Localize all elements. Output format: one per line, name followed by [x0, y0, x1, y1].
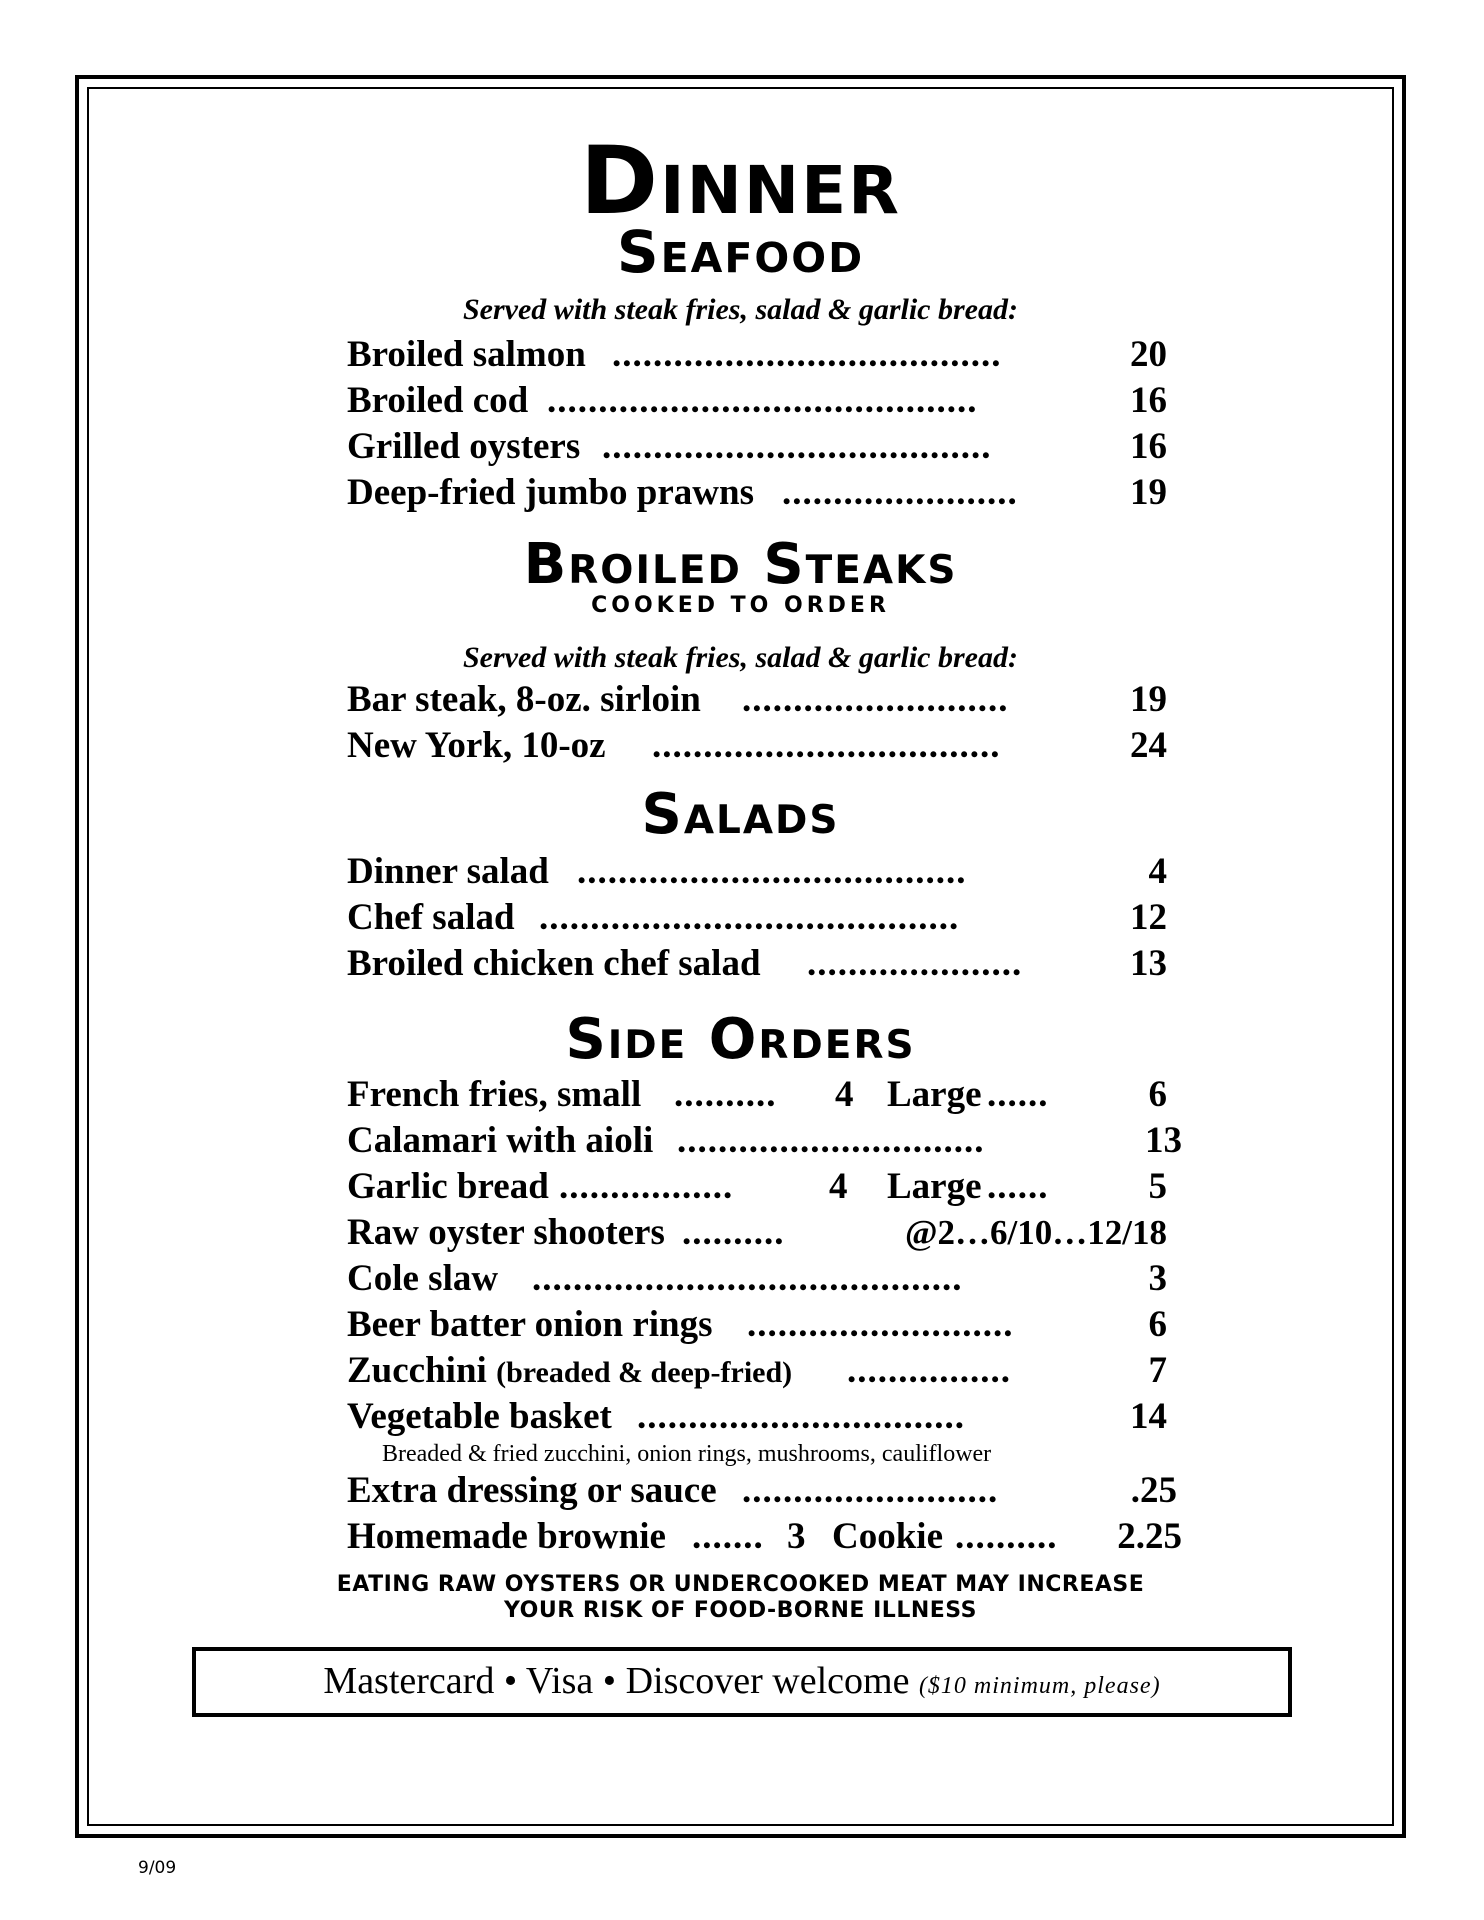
- item-price: 3: [1148, 1258, 1167, 1299]
- menu-item: [347, 941, 1167, 987]
- leader-dots: ......: [987, 1166, 1049, 1207]
- menu-item: [347, 1394, 1167, 1440]
- item-name: Garlic bread: [347, 1166, 549, 1207]
- payment-text: Mastercard • Visa • Discover welcome: [323, 1660, 910, 1702]
- item-price: 7: [1148, 1350, 1167, 1391]
- leader-dots: ..........................: [742, 679, 1009, 720]
- brownie-price: 3: [787, 1516, 806, 1557]
- warning-line-1: EATING RAW OYSTERS OR UNDERCOOKED MEAT MAY INCREASE: [336, 1572, 1145, 1597]
- item-price: 19: [1130, 679, 1167, 720]
- menu-item: [347, 470, 1167, 516]
- item-price: 12: [1130, 897, 1167, 938]
- steaks-list: [347, 677, 1167, 769]
- steaks-subheading: COOKED TO ORDER: [591, 593, 890, 618]
- leader-dots: ................................: [637, 1396, 965, 1437]
- leader-dots: ..........................: [747, 1304, 1014, 1345]
- leader-dots: ..........................................: [547, 380, 978, 421]
- health-warning: [87, 1572, 1394, 1624]
- leader-dots: ......................................: [612, 334, 1002, 375]
- menu-item: [347, 1256, 1167, 1302]
- warning-line-2: YOUR RISK OF FOOD-BORNE ILLNESS: [504, 1598, 977, 1623]
- menu-item: [347, 677, 1167, 723]
- menu-item: [347, 1514, 1182, 1560]
- item-price: @2…6/10…12/18: [904, 1213, 1167, 1252]
- item-price: 16: [1130, 426, 1167, 467]
- seafood-note: Served with steak fries, salad & garlic bread:: [463, 293, 1018, 326]
- leader-dots: .................: [559, 1166, 734, 1207]
- item-name: [347, 1348, 792, 1396]
- leader-dots: .........................................: [539, 897, 960, 938]
- leader-dots: ......................................: [602, 426, 992, 467]
- revision-date: 9/09: [138, 1858, 177, 1878]
- leader-dots: .......: [692, 1516, 764, 1557]
- menu-item: [347, 424, 1167, 470]
- item-name: Bar steak, 8-oz. sirloin: [347, 679, 701, 720]
- menu-title: Dinner: [580, 127, 901, 236]
- item-price: 19: [1130, 472, 1167, 513]
- item-price: 20: [1130, 334, 1167, 375]
- cookie-price: 2.25: [1117, 1516, 1182, 1557]
- item-name: Homemade brownie: [347, 1516, 666, 1557]
- section-heading-side-orders: Side Orders: [565, 1007, 916, 1072]
- item-name: Extra dressing or sauce: [347, 1470, 717, 1511]
- section-heading-steaks: Broiled Steaks: [523, 532, 958, 597]
- item-name: Grilled oysters: [347, 426, 581, 467]
- item-price-small: 4: [829, 1166, 848, 1207]
- item-name: Calamari with aioli: [347, 1120, 654, 1161]
- menu-item: [347, 723, 1167, 769]
- item-name: Deep-fried jumbo prawns: [347, 472, 754, 513]
- item-name: New York, 10-oz: [347, 725, 606, 766]
- large-label: Large: [887, 1074, 982, 1115]
- item-price-small: 4: [835, 1074, 854, 1115]
- menu-item: [347, 332, 1167, 378]
- item-price-large: 5: [1148, 1166, 1167, 1207]
- leader-dots: .......................: [782, 472, 1018, 513]
- leader-dots: ..........: [955, 1516, 1058, 1557]
- leader-dots: ..........................................: [532, 1258, 963, 1299]
- item-name: Raw oyster shooters: [347, 1212, 665, 1253]
- leader-dots: ..........: [682, 1212, 785, 1253]
- item-name: Vegetable basket: [347, 1396, 612, 1437]
- large-label: Large: [887, 1166, 982, 1207]
- leader-dots: ..................................: [652, 725, 1001, 766]
- menu-item: [347, 895, 1167, 941]
- item-name: Broiled cod: [347, 380, 529, 421]
- leader-dots: ................: [847, 1350, 1011, 1391]
- menu-item: [347, 1072, 1167, 1118]
- item-price: 24: [1130, 725, 1167, 766]
- leader-dots: ......: [987, 1074, 1049, 1115]
- leader-dots: ..............................: [677, 1120, 985, 1161]
- menu-item: [347, 1210, 1167, 1256]
- menu-item: [347, 1468, 1177, 1514]
- leader-dots: ..........: [674, 1074, 777, 1115]
- item-name: Cole slaw: [347, 1258, 499, 1299]
- menu-item: [347, 1302, 1167, 1348]
- item-price: 13: [1145, 1120, 1182, 1161]
- item-name: Beer batter onion rings: [347, 1304, 713, 1345]
- menu-item: [347, 849, 1167, 895]
- section-heading-seafood: Seafood: [616, 218, 865, 286]
- section-heading-salads: Salads: [641, 782, 840, 847]
- item-name: Broiled salmon: [347, 334, 586, 375]
- menu-page: [87, 87, 1394, 1826]
- item-name: French fries, small: [347, 1074, 642, 1115]
- item-detail: (breaded & deep-fried): [496, 1356, 793, 1389]
- item-price: 14: [1130, 1396, 1167, 1437]
- seafood-list: [347, 332, 1167, 516]
- salads-list: [347, 849, 1167, 987]
- steaks-note: Served with steak fries, salad & garlic bread:: [463, 641, 1018, 674]
- payment-box: [192, 1647, 1292, 1717]
- menu-item: [347, 1118, 1182, 1164]
- item-name: Chef salad: [347, 897, 515, 938]
- item-price: 6: [1148, 1304, 1167, 1345]
- item-price-large: 6: [1148, 1074, 1167, 1115]
- item-name: Broiled chicken chef salad: [347, 943, 761, 984]
- menu-item: [347, 1348, 1167, 1394]
- cookie-label: Cookie: [832, 1516, 943, 1557]
- side-orders-list: [347, 1072, 1182, 1560]
- item-price: 13: [1130, 943, 1167, 984]
- menu-item: [347, 1164, 1167, 1210]
- item-name: Dinner salad: [347, 851, 549, 892]
- item-name-main: Zucchini: [347, 1350, 487, 1391]
- leader-dots: .....................: [807, 943, 1023, 984]
- payment-minimum: ($10 minimum, please): [918, 1673, 1161, 1699]
- menu-item: [347, 378, 1167, 424]
- leader-dots: .........................: [742, 1470, 999, 1511]
- item-price: .25: [1130, 1470, 1177, 1511]
- item-price: 4: [1148, 851, 1167, 892]
- item-description: Breaded & fried zucchini, onion rings, mushrooms, cauliflower: [382, 1441, 992, 1467]
- item-price: 16: [1130, 380, 1167, 421]
- leader-dots: ......................................: [577, 851, 967, 892]
